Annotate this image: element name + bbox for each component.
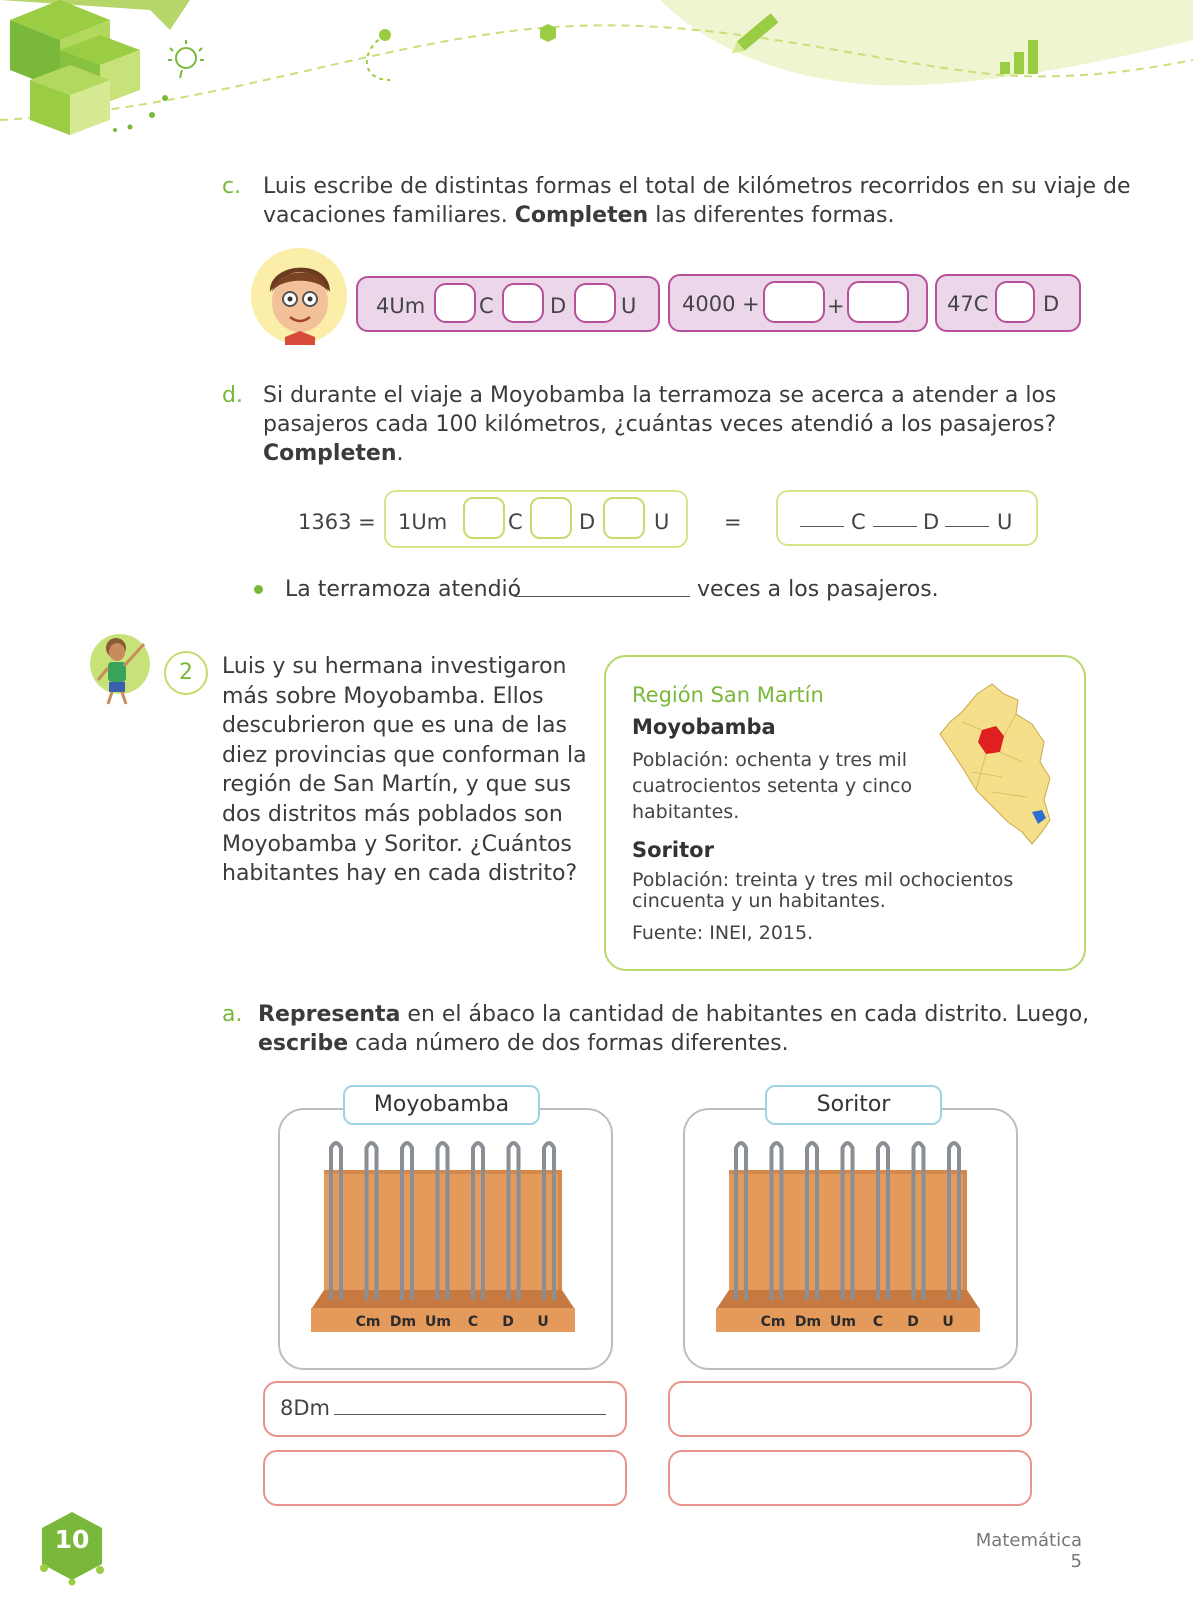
exercise-d-text-3 [263, 439, 404, 468]
eq-input-d[interactable] [530, 497, 572, 539]
abacus-place-label: Um [425, 1314, 451, 1330]
form-1-input-c[interactable] [434, 283, 476, 323]
abacus-place-label: Um [830, 1314, 856, 1330]
info-d1-pop-2: cuatrocientos setenta y cinco [632, 775, 913, 797]
exercise-a-line-2-rest: cada número de dos formas diferentes. [348, 1031, 789, 1056]
abacus-place-label: Dm [389, 1314, 417, 1330]
info-d1-pop-1: Población: ochenta y tres mil [632, 749, 908, 771]
problem-2-line: región de San Martín, y que sus [222, 772, 571, 798]
bullet-dot [254, 585, 263, 594]
book-title: Matemática 5 [975, 1530, 1082, 1572]
exercise-c-text-2c: las diferentes formas. [648, 203, 895, 228]
problem-2-line: Moyobamba y Soritor. ¿Cuántos [222, 831, 572, 857]
exercise-d-letter: d. [222, 383, 243, 408]
abacus-place-label: Cm [355, 1314, 381, 1330]
header-decoration [0, 0, 1193, 150]
exercise-a-representa: Representa [258, 1002, 401, 1027]
bullet-text-a: La terramoza atendió [285, 577, 522, 602]
answer-left-2[interactable] [263, 1450, 627, 1506]
abacus-place-label: Cm [760, 1314, 786, 1330]
eq-input-u[interactable] [603, 497, 645, 539]
eq-box-1-c: C [508, 510, 523, 534]
bullet-blank[interactable] [514, 596, 690, 597]
abacus-place-label: D [907, 1314, 919, 1330]
eq-box-1-d: D [579, 510, 596, 534]
eq-box-2-d: D [923, 510, 940, 534]
abacus-right[interactable] [713, 1140, 983, 1340]
peru-map [932, 682, 1062, 852]
form-3-47c: 47C [947, 292, 989, 316]
exercise-c-text-1: Luis escribe de distintas formas el total de kilómetros recorridos en su viaje de [263, 174, 1131, 199]
form-1-um: 4Um [376, 294, 426, 318]
abacus-place-label: D [502, 1314, 514, 1330]
exercise-a-letter: a. [222, 1002, 243, 1027]
problem-2-line: dos distritos más poblados son [222, 801, 563, 827]
form-1-d: D [550, 294, 567, 318]
eq-box-2-u: U [997, 510, 1013, 534]
info-source: Fuente: INEI, 2015. [632, 922, 814, 944]
info-d1-pop-3: habitantes. [632, 801, 740, 823]
abacus-place-label: U [537, 1314, 549, 1330]
exercise-a-line-2 [258, 1029, 789, 1058]
eq-box-2-c: C [851, 510, 866, 534]
form-2-input-1[interactable] [763, 281, 825, 323]
info-d2-pop-2: cincuenta y un habitantes. [632, 890, 886, 912]
problem-2-line: descubrieron que es una de las [222, 713, 567, 739]
exercise-a-escribe: escribe [258, 1031, 349, 1056]
form-1-u: U [621, 294, 637, 318]
problem-2-number-circle [164, 651, 208, 695]
answer-right-1[interactable] [668, 1381, 1032, 1437]
abacus-place-label: U [942, 1314, 954, 1330]
answer-left-1-label: 8Dm [280, 1396, 330, 1420]
form-2-input-2[interactable] [847, 281, 909, 323]
exercise-c-letter: c. [222, 174, 242, 199]
form-2-plus: + [827, 294, 845, 318]
page-number: 10 [54, 1525, 90, 1554]
form-3-d: D [1043, 292, 1060, 316]
problem-2-line: más sobre Moyobamba. Ellos [222, 683, 544, 709]
eq-blank-d[interactable] [873, 526, 917, 527]
bullet-text-b: veces a los pasajeros. [697, 577, 939, 602]
info-card-title: Región San Martín [632, 683, 824, 707]
eq-blank-u[interactable] [945, 526, 989, 527]
exercise-d-period: . [396, 441, 404, 466]
exercise-a-line-1-rest: en el ábaco la cantidad de habitantes en cada distrito. Luego, [400, 1002, 1090, 1027]
problem-2-line: Luis y su hermana investigaron [222, 654, 567, 679]
eq-blank-c[interactable] [800, 526, 844, 527]
exercise-c-text-2a: vacaciones familiares. [263, 203, 515, 228]
abacus-place-label: Dm [794, 1314, 822, 1330]
form-1-input-d[interactable] [502, 283, 544, 323]
exercise-c-text-2 [263, 201, 895, 230]
exercise-d-completen: Completen [263, 441, 397, 466]
info-d2-pop-1: Población: treinta y tres mil ochocientos [632, 869, 1014, 891]
form-1-c: C [479, 294, 494, 318]
form-1-input-u[interactable] [574, 283, 616, 323]
boy-avatar [250, 247, 348, 345]
abacus-left[interactable] [308, 1140, 578, 1340]
exercise-a-line-1 [258, 1000, 1089, 1029]
abacus-right-title: Soritor [765, 1085, 942, 1125]
problem-2-line: diez provincias que conforman la [222, 742, 587, 768]
exercise-d-text-1: Si durante el viaje a Moyobamba la terramoza se acerca a atender a los [263, 383, 1057, 408]
abacus-place-label: C [872, 1314, 884, 1330]
problem-2-line: habitantes hay en cada distrito? [222, 861, 578, 887]
info-d1-name: Moyobamba [632, 715, 776, 739]
form-2-4000: 4000 + [682, 292, 760, 316]
abacus-place-label: C [467, 1314, 479, 1330]
eq-1363: 1363 = [298, 510, 376, 534]
answer-left-1-blank[interactable] [334, 1414, 606, 1415]
info-d2-name: Soritor [632, 838, 714, 862]
girl-icon [88, 632, 152, 706]
eq-box-1-u: U [654, 510, 670, 534]
eq-box-1-um: 1Um [398, 510, 448, 534]
problem-2-number: 2 [179, 660, 193, 685]
eq-equals: = [724, 510, 742, 534]
exercise-d-text-2: pasajeros cada 100 kilómetros, ¿cuántas veces atendió a los pasajeros? [263, 412, 1057, 437]
answer-right-2[interactable] [668, 1450, 1032, 1506]
abacus-left-title: Moyobamba [343, 1085, 540, 1125]
form-3-input[interactable] [995, 281, 1035, 323]
exercise-c-text-2b: Completen [514, 203, 649, 228]
eq-input-c[interactable] [463, 497, 505, 539]
problem-2-text [222, 652, 587, 889]
